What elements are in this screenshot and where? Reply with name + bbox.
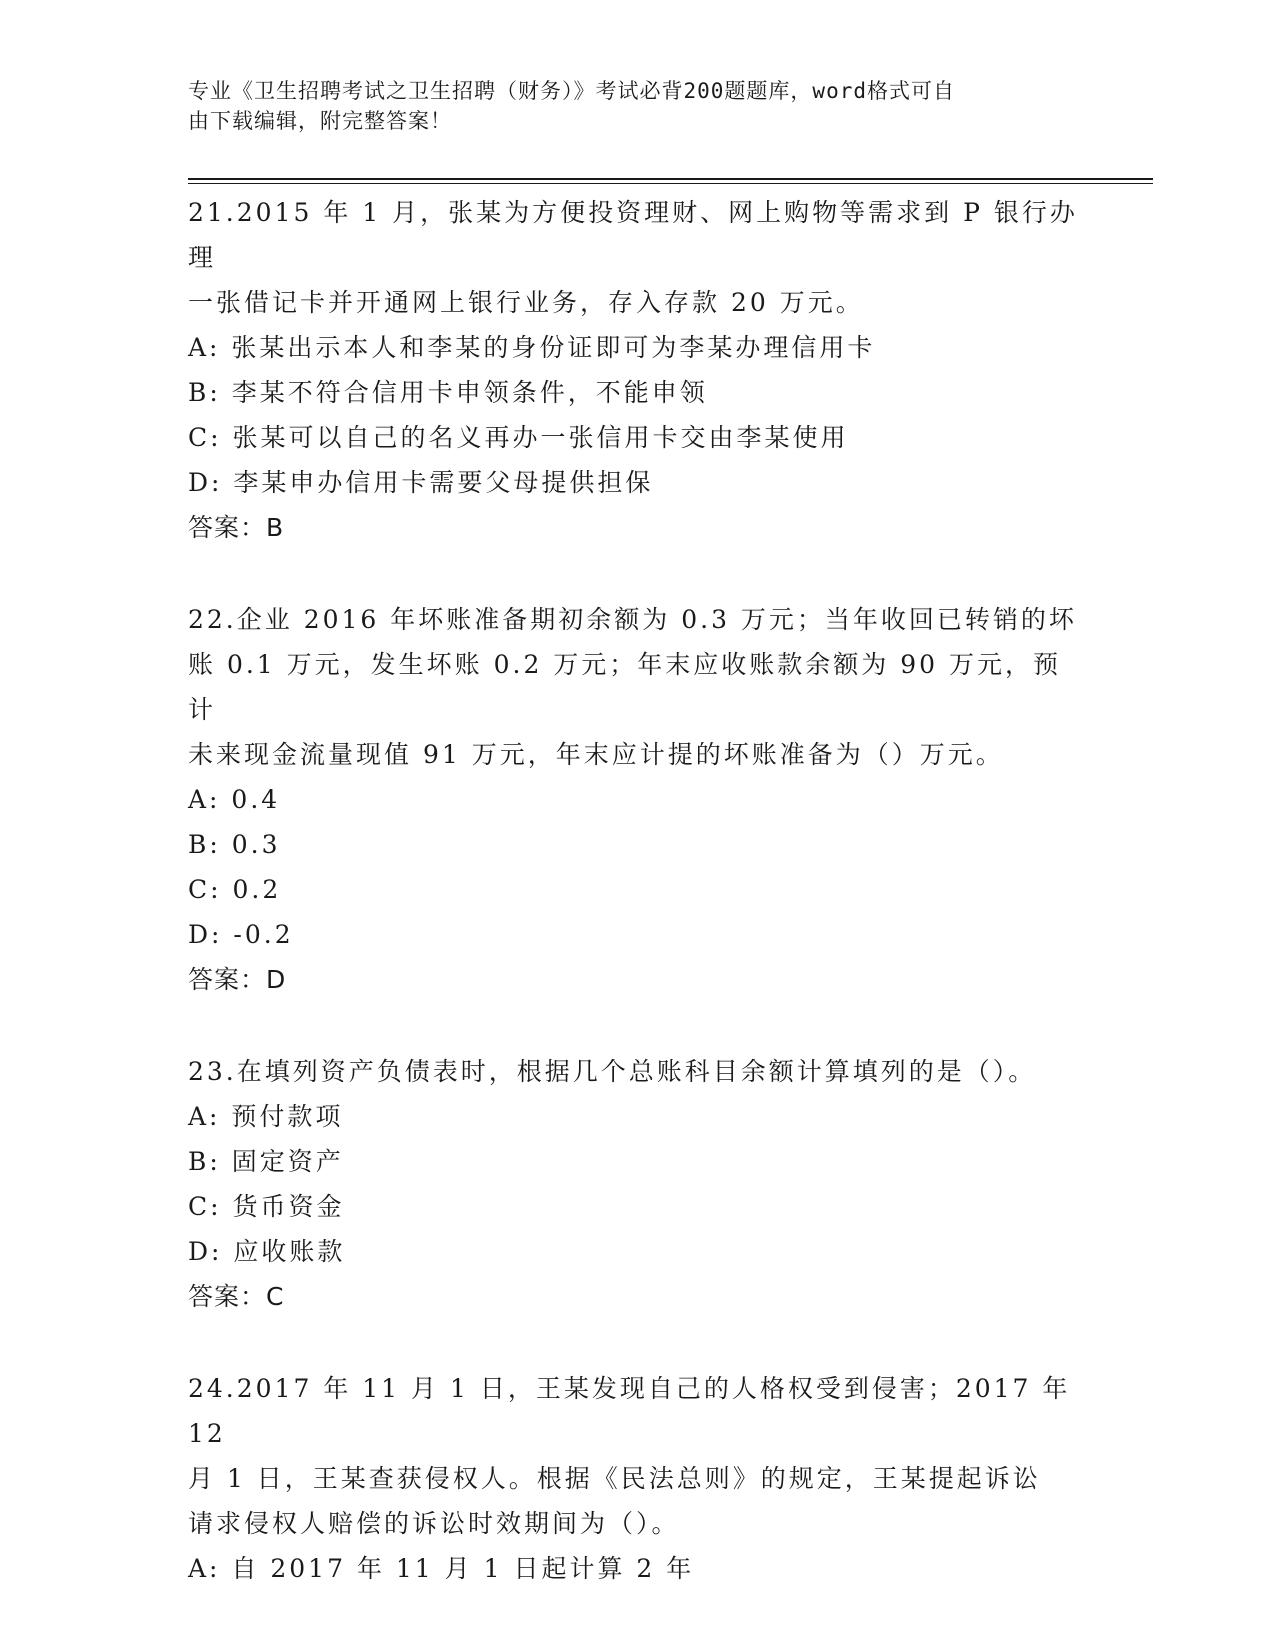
question-stem-line: 21.2015 年 1 月，张某为方便投资理财、网上购物等需求到 P 银行办理	[188, 198, 1078, 272]
question-22	[188, 597, 1088, 1002]
answer-line: 答案：D	[188, 965, 287, 994]
question-stem-line: 账 0.1 万元，发生坏账 0.2 万元；年末应收账款余额为 90 万元，预计	[188, 650, 1062, 724]
option-d: D: -0.2	[188, 920, 294, 949]
option-d: D: 李某申办信用卡需要父母提供担保	[188, 468, 654, 497]
header-divider-thick	[188, 178, 1153, 180]
document-header	[188, 76, 1088, 136]
option-b: B: 李某不符合信用卡申领条件，不能申领	[188, 378, 708, 407]
answer-line: 答案：C	[188, 1282, 285, 1311]
header-line-2: 由下载编辑，附完整答案！	[188, 109, 452, 133]
option-d: D: 应收账款	[188, 1237, 346, 1266]
question-stem-line: 一张借记卡并开通网上银行业务，存入存款 20 万元。	[188, 288, 864, 317]
question-stem-line: 22.企业 2016 年坏账准备期初余额为 0.3 万元；当年收回已转销的坏	[188, 605, 1077, 634]
option-a: A: 预付款项	[188, 1102, 344, 1131]
option-a: A: 张某出示本人和李某的身份证即可为李某办理信用卡	[188, 333, 876, 362]
question-21	[188, 190, 1088, 550]
question-stem-line: 请求侵权人赔偿的诉讼时效期间为（）。	[188, 1509, 680, 1538]
option-b: B: 固定资产	[188, 1147, 344, 1176]
question-list	[188, 190, 1088, 1638]
question-23	[188, 1049, 1088, 1319]
option-a: A: 自 2017 年 11 月 1 日起计算 2 年	[188, 1554, 695, 1583]
header-line-1: 专业《卫生招聘考试之卫生招聘（财务）》考试必背200题题库，word格式可自	[188, 79, 955, 103]
question-stem-line: 月 1 日，王某查获侵权人。根据《民法总则》的规定，王某提起诉讼	[188, 1464, 1041, 1493]
question-stem-line: 24.2017 年 11 月 1 日，王某发现自己的人格权受到侵害；2017 年 12	[188, 1374, 1071, 1448]
option-c: C: 货币资金	[188, 1192, 345, 1221]
option-a: A: 0.4	[188, 785, 281, 814]
question-stem-line: 23.在填列资产负债表时，根据几个总账科目余额计算填列的是（）。	[188, 1057, 1037, 1086]
header-divider-thin	[188, 183, 1153, 184]
answer-line: 答案：B	[188, 513, 285, 542]
option-b: B: 0.3	[188, 830, 281, 859]
option-c: C: 张某可以自己的名义再办一张信用卡交由李某使用	[188, 423, 849, 452]
option-c: C: 0.2	[188, 875, 282, 904]
question-24	[188, 1366, 1088, 1591]
question-stem-line: 未来现金流量现值 91 万元，年末应计提的坏账准备为（）万元。	[188, 740, 1004, 769]
